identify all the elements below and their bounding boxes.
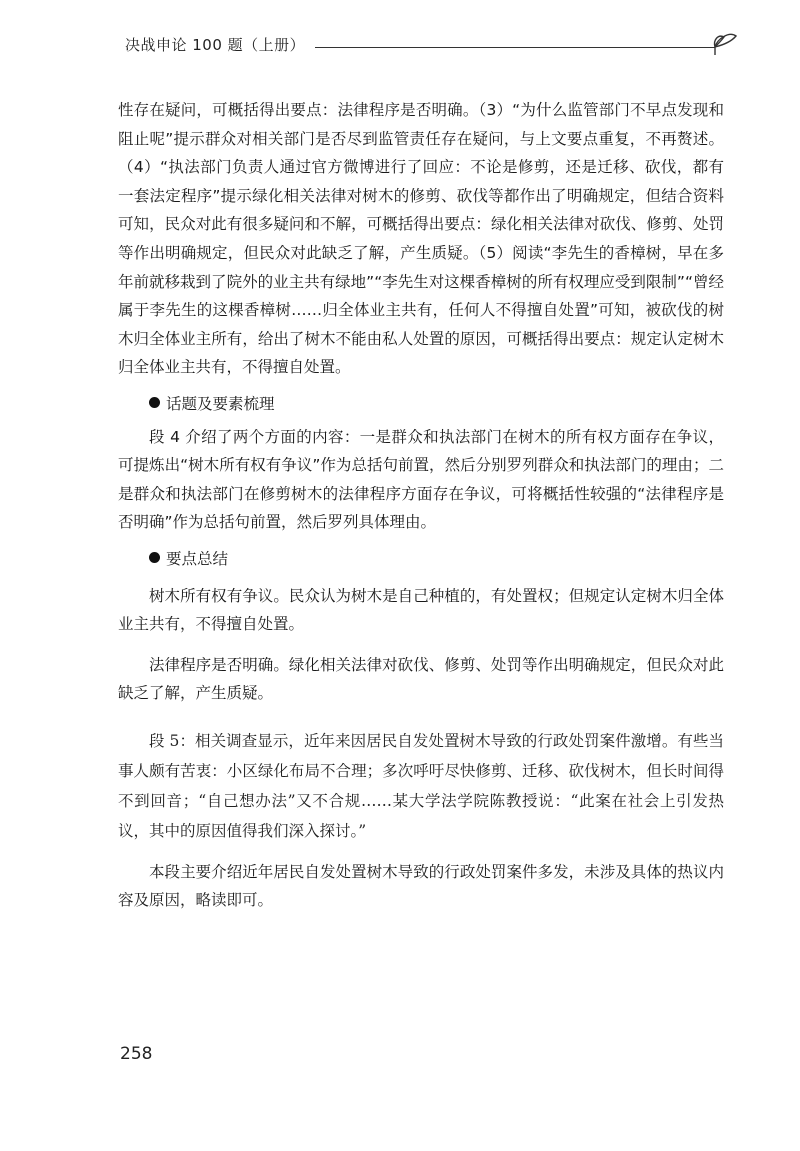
summary-point: 法律程序是否明确。绿化相关法律对砍伐、修剪、处罚等作出明确规定，但民众对此缺乏了解，产生质疑。	[118, 655, 724, 703]
sprout-icon	[709, 24, 743, 58]
bullet-dot-icon	[149, 552, 160, 563]
body-paragraph: 性存在疑问，可概括得出要点：法律程序是否明确。（3）“为什么监管部门不早点发现和阻止呢”提示群众对相关部门是否尽到监管责任存在疑问，与上文要点重复，不再赘述。（4）“执法部门负责人通过官方微博进行了回应：不论是修剪，还是迁移、砍伐，都有一套法定程序”提示绿化相关法律对树木的修剪、砍伐等都作出了明确规定，但结合资料可知，民众对此有很多疑问和不解，可概括得出要点：绿化相关法律对砍伐、修剪、处罚等作出明确规定，但民众对此缺乏了解，产生质疑。（5）阅读“李先生的香樟树，早在多年前就移栽到了院外的业主共有绿地”“李先生对这棵香樟树的所有权理应受到限制”“曾经属于李先生的这棵香樟树……归全体业主共有，任何人不得擅自处置”可知，被砍伐的树木归全体业主所有，给出了树木不能由私人处置的原因，可概括得出要点：规定认定树木归全体业主共有，不得擅自处置。	[118, 101, 724, 377]
body-paragraph: 段 4 介绍了两个方面的内容：一是群众和执法部门在树木的所有权方面存在争议，可提炼出“树木所有权有争议”作为总括句前置，然后分别罗列群众和执法部门的理由；二是群众和执法部门在修剪树木的法律程序方面存在争议，可将概括性较强的“法律程序是否明确”作为总括句前置，然后罗列具体理由。	[118, 427, 724, 532]
summary-point: 树木所有权有争议。民众认为树木是自己种植的，有处置权；但规定认定树木归全体业主共有，不得擅自处置。	[118, 586, 724, 634]
section-bullet	[149, 545, 724, 574]
section-bullet	[149, 390, 724, 419]
bullet-dot-icon	[149, 397, 160, 408]
bullet-label: 要点总结	[166, 549, 229, 568]
running-header	[125, 22, 745, 62]
page-content	[118, 96, 724, 915]
page-number: 258	[120, 1044, 153, 1064]
book-title: 决战申论 100 题（上册）	[125, 36, 306, 54]
source-excerpt: 段 5：相关调查显示，近年来因居民自发处置树木导致的行政处罚案件激增。有些当事人颇有苦衷：小区绿化布局不合理；多次呼吁尽快修剪、迁移、砍伐树木，但长时间得不到回音；“自己想办法”又不合规……某大学法学院陈教授说：“此案在社会上引发热议，其中的原因值得我们深入探讨。”	[118, 731, 724, 840]
body-paragraph: 本段主要介绍近年居民自发处置树木导致的行政处罚案件多发，未涉及具体的热议内容及原因，略读即可。	[118, 862, 724, 910]
bullet-label: 话题及要素梳理	[166, 394, 275, 413]
header-rule	[315, 47, 715, 48]
